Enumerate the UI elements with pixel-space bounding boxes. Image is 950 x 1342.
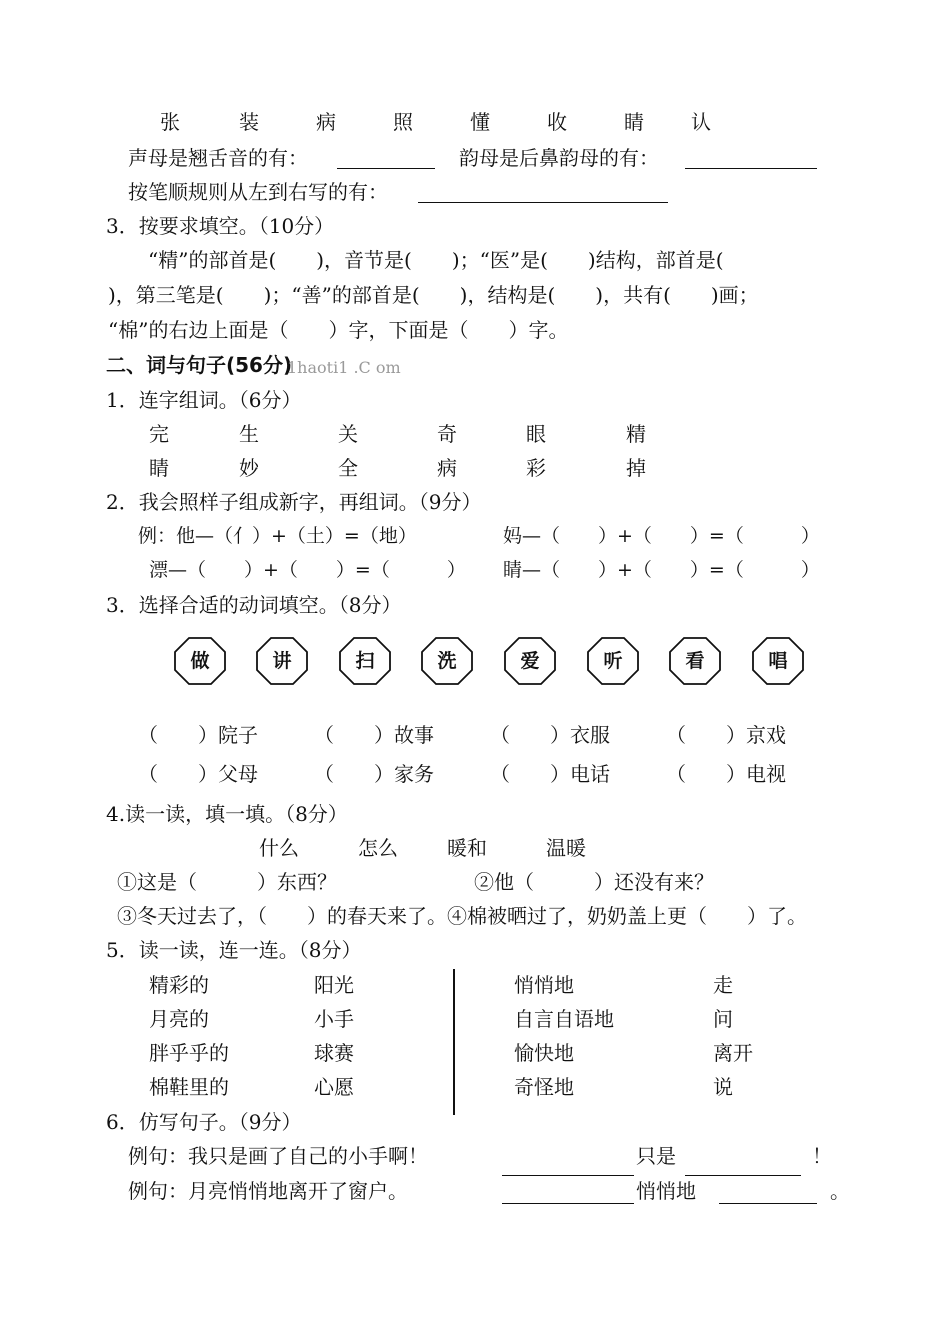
char-5: 懂 xyxy=(470,110,490,134)
q1-r2-c4: 病 xyxy=(437,456,457,480)
shengmu-blank[interactable] xyxy=(337,168,435,169)
verb-label: 洗 xyxy=(437,650,457,672)
q5-lb-4: 心愿 xyxy=(314,1075,354,1099)
q2-ma: 妈—（ ）+（ ）=（ ） xyxy=(503,525,820,547)
char-3: 病 xyxy=(316,110,336,134)
q6-blank-2a[interactable] xyxy=(502,1203,634,1204)
verb-octagon xyxy=(339,637,391,685)
q6-example-2: 例句：月亮悄悄地离开了窗户。 xyxy=(128,1179,408,1203)
q5-lb-3: 球赛 xyxy=(314,1041,354,1065)
q3-r2-c2: （ ）家务 xyxy=(314,762,434,786)
verb-label: 看 xyxy=(685,650,705,672)
q1-r1-c6: 精 xyxy=(626,422,646,446)
char-2: 装 xyxy=(239,110,259,134)
verb-label: 听 xyxy=(603,650,623,672)
q5-title: 5．读一读，连一连。（8分） xyxy=(106,938,362,962)
q5-ra-4: 奇怪地 xyxy=(514,1075,574,1099)
q6-blank-1b[interactable] xyxy=(685,1175,801,1176)
q6-example-2-mid: 悄悄地 xyxy=(636,1179,696,1203)
q5-divider xyxy=(453,969,455,1115)
q4-word-4: 温暖 xyxy=(546,836,586,860)
q5-la-4: 棉鞋里的 xyxy=(149,1075,229,1099)
q5-rb-4: 说 xyxy=(713,1075,733,1099)
char-6: 收 xyxy=(547,110,567,134)
q5-la-3: 胖乎乎的 xyxy=(149,1041,229,1065)
q4-word-3: 暖和 xyxy=(447,836,487,860)
q5-ra-2: 自言自语地 xyxy=(514,1007,614,1031)
q6-example-2-end: 。 xyxy=(830,1179,850,1203)
q1-r2-c6: 掉 xyxy=(626,456,646,480)
part1-q3-line1: “精”的部首是( )，音节是( )；“医”是( )结构，部首是( xyxy=(148,248,724,272)
part1-q3-line2: )，第三笔是( )；“善”的部首是( )，结构是( )，共有( )画； xyxy=(108,283,759,307)
verb-label: 扫 xyxy=(355,650,375,672)
part1-q3-title: 3．按要求填空。（10分） xyxy=(106,214,335,238)
q1-r2-c3: 全 xyxy=(338,456,358,480)
q1-r2-c5: 彩 xyxy=(526,456,546,480)
q3-r1-c3: （ ）衣服 xyxy=(490,723,610,747)
q6-title: 6．仿写句子。（9分） xyxy=(106,1110,302,1134)
q5-ra-1: 悄悄地 xyxy=(514,973,574,997)
q1-r1-c5: 眼 xyxy=(526,422,546,446)
q5-ra-3: 愉快地 xyxy=(514,1041,574,1065)
verb-label: 讲 xyxy=(272,650,292,672)
q4-word-2: 怎么 xyxy=(358,836,398,860)
q5-la-1: 精彩的 xyxy=(149,973,209,997)
verb-octagon xyxy=(421,637,473,685)
yunmu-blank[interactable] xyxy=(685,168,817,169)
verb-octagon xyxy=(752,637,804,685)
verb-label: 唱 xyxy=(768,650,788,672)
verb-label: 爱 xyxy=(520,650,540,672)
q4-sentence-2: ②他（ ）还没有来？ xyxy=(474,870,714,894)
shengmu-prompt: 声母是翘舌音的有： xyxy=(128,146,308,170)
q1-title: 1．连字组词。（6分） xyxy=(106,388,302,412)
q4-sentence-1: ①这是（ ）东西？ xyxy=(117,870,337,894)
q4-title: 4.读一读，填一填。（8分） xyxy=(106,802,348,826)
verb-octagon xyxy=(669,637,721,685)
q1-r1-c4: 奇 xyxy=(437,422,457,446)
q1-r2-c1: 睛 xyxy=(149,456,169,480)
q4-sentence-3-4: ③冬天过去了，（ ）的春天来了。④棉被晒过了，奶奶盖上更（ ）了。 xyxy=(117,904,807,928)
q3-r2-c3: （ ）电话 xyxy=(490,762,610,786)
bishun-blank[interactable] xyxy=(418,202,668,203)
watermark: 1haoti1 .C om xyxy=(287,358,401,377)
q3-title: 3．选择合适的动词填空。（8分） xyxy=(106,593,402,617)
q5-rb-3: 离开 xyxy=(713,1041,753,1065)
q6-blank-1a[interactable] xyxy=(502,1175,634,1176)
q5-lb-2: 小手 xyxy=(314,1007,354,1031)
verb-octagon xyxy=(174,637,226,685)
q3-r1-c4: （ ）京戏 xyxy=(666,723,786,747)
q6-example-1: 例句：我只是画了自己的小手啊！ xyxy=(128,1144,428,1168)
q1-r2-c2: 妙 xyxy=(239,456,259,480)
q5-la-2: 月亮的 xyxy=(149,1007,209,1031)
q5-rb-1: 走 xyxy=(713,973,733,997)
part2-title: 二、词与句子(56分) xyxy=(106,353,293,377)
q2-example: 例：他—（亻）+（土）=（地） xyxy=(138,525,417,547)
yunmu-prompt: 韵母是后鼻韵母的有： xyxy=(459,146,659,170)
char-4: 照 xyxy=(393,110,413,134)
bishun-prompt: 按笔顺规则从左到右写的有： xyxy=(128,180,388,204)
char-7: 睛 xyxy=(624,110,644,134)
q4-word-1: 什么 xyxy=(259,836,299,860)
q2-title: 2．我会照样子组成新字，再组词。（9分） xyxy=(106,490,482,514)
q6-example-1-mid: 只是 xyxy=(636,1144,676,1168)
q3-r1-c2: （ ）故事 xyxy=(314,723,434,747)
char-1: 张 xyxy=(160,110,180,134)
q1-r1-c2: 生 xyxy=(239,422,259,446)
char-8: 认 xyxy=(691,110,711,134)
verb-octagon xyxy=(256,637,308,685)
part1-q3-line3: “棉”的右边上面是（ ）字，下面是（ ）字。 xyxy=(108,318,569,342)
q6-example-1-end: ！ xyxy=(812,1144,832,1168)
q1-r1-c1: 完 xyxy=(149,422,169,446)
verb-octagon xyxy=(587,637,639,685)
q2-piao: 漂—（ ）+（ ）=（ ） xyxy=(149,559,466,581)
q5-rb-2: 问 xyxy=(713,1007,733,1031)
verb-label: 做 xyxy=(190,650,210,672)
q6-blank-2b[interactable] xyxy=(719,1203,817,1204)
q3-r1-c1: （ ）院子 xyxy=(138,723,258,747)
q1-r1-c3: 关 xyxy=(338,422,358,446)
q5-lb-1: 阳光 xyxy=(314,973,354,997)
q3-r2-c4: （ ）电视 xyxy=(666,762,786,786)
q2-qing: 睛—（ ）+（ ）=（ ） xyxy=(503,559,820,581)
verb-octagon xyxy=(504,637,556,685)
q3-r2-c1: （ ）父母 xyxy=(138,762,258,786)
